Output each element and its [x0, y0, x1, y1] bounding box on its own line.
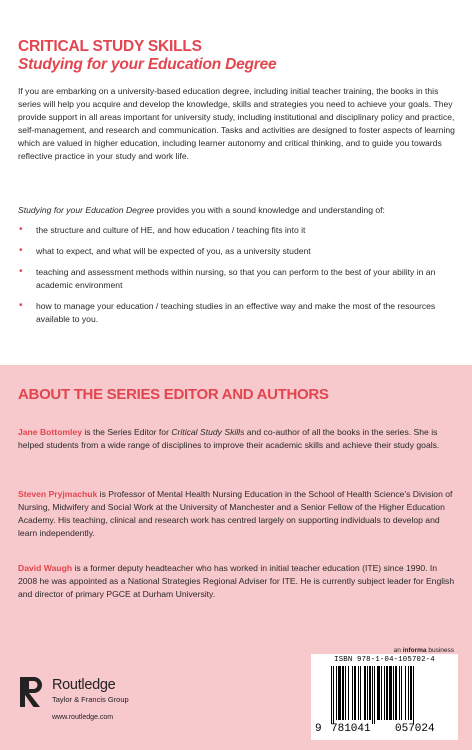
bullet-icon: • [19, 244, 23, 256]
author-name: Steven Pryjmachuk [18, 489, 98, 499]
list-item: • the structure and culture of HE, and how education / teaching fits into it [19, 224, 306, 235]
learning-outcomes-list [18, 224, 458, 333]
bullet-icon: • [19, 265, 23, 277]
lead-book-title: Studying for your Education Degree [18, 205, 155, 215]
about-heading: ABOUT THE SERIES EDITOR AND AUTHORS [18, 386, 329, 403]
isbn-barcode [311, 654, 458, 740]
bullet-icon: • [19, 224, 23, 235]
isbn-text: ISBN 978-1-04-105702-4 [334, 656, 435, 664]
lead-sentence [18, 204, 458, 217]
routledge-logo-icon [18, 675, 48, 709]
lead-rest: provides you with a sound knowledge and understanding of: [154, 205, 385, 215]
bio-david-waugh: David Waugh is a former deputy headteacher who has worked in initial teacher education (ITE) since 1990. In 2008 he was appointed as a National Strategies Regional Adviser for ITE. He is currently subject leader for English and director of primary PGCE at Durham University. [18, 563, 455, 599]
barcode-icon [317, 666, 453, 724]
publisher-group: Taylor & Francis Group [52, 695, 129, 704]
upper-panel [0, 0, 472, 365]
informa-tagline: an informa business [393, 647, 454, 654]
author-name: David Waugh [18, 563, 73, 573]
barcode-lead-digit: 9 [315, 723, 322, 735]
publisher-url: www.routledge.com [52, 714, 114, 721]
bio-steven-pryjmachuk: Steven Pryjmachuk is Professor of Mental Health Nursing Education in the School of Health Science's Division of Nursing, Midwifery and Social Work at the University of Manchester and a Senior Fellow of the Higher Education Academy. His teaching, clinical and research work has centred largely on supporting individuals to develop and learn independently. [18, 489, 453, 538]
bullet-icon: • [19, 299, 23, 311]
series-title: CRITICAL STUDY SKILLS [18, 38, 202, 55]
book-title: Studying for your Education Degree [18, 56, 277, 73]
list-item: • how to manage your education / teaching studies in an effective way and make the most of the resources available to you. [19, 299, 436, 324]
author-name: Jane Bottomley [18, 427, 82, 437]
list-item: • teaching and assessment methods within nursing, so that you can perform to the best of your ability in an academic environment [19, 265, 436, 290]
bio-jane-bottomley: Jane Bottomley is the Series Editor for Critical Study Skills and co-author of all the books in the series. She is helped students from a wide range of disciplines to improve their academic skills and achieve their study goals. [18, 427, 440, 450]
intro-paragraph: If you are embarking on a university-based education degree, including initial teacher training, the books in this series will help you acquire and develop the knowledge, skills and strategies you need to achieve your goals. They provide support in all areas important for university study, including institutional and disciplinary policy and practice, self-management, and research and communication. Tasks and activities are designed to foster aspects of learning which are valued in higher education, including learner autonomy and critical thinking, and to guide you towards reflective practice in your study and work life. [18, 86, 455, 161]
barcode-left-digits: 781041 [331, 723, 371, 735]
list-item: • what to expect, and what will be expected of you, as a university student [19, 244, 311, 256]
barcode-right-digits: 057024 [395, 723, 435, 735]
publisher-name: Routledge [52, 677, 116, 693]
